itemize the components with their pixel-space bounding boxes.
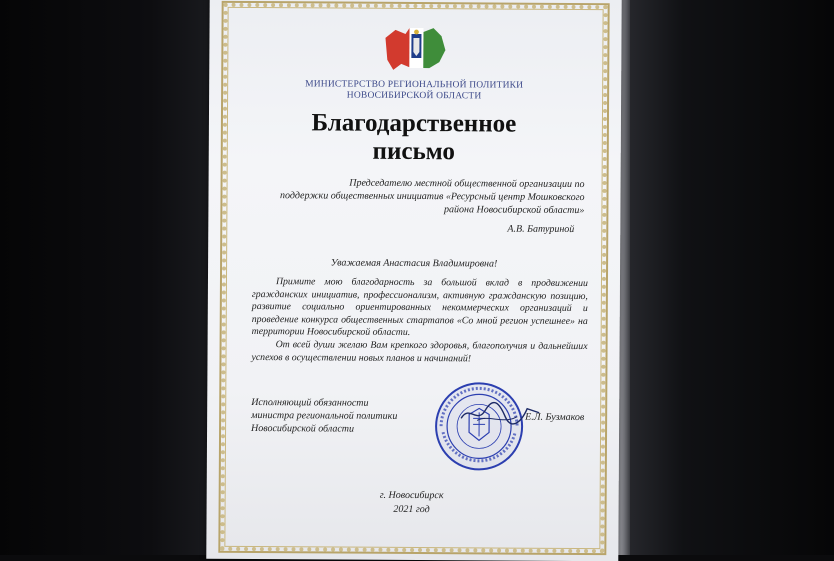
greeting: Уважаемая Анастасия Владимировна! — [330, 257, 498, 270]
addressee-name: А.В. Батуриной — [507, 223, 575, 235]
signer-name: Е.Л. Бузмаков — [525, 411, 585, 424]
paragraph-wishes: От всей души желаю Вам крепкого здоровья, благополучия и дальнейших успехов в осуществлении новых планов и начинаний! — [251, 339, 588, 364]
signer-title-line3: Новосибирской области — [251, 423, 355, 435]
letter-title-line2: письмо — [372, 137, 456, 166]
certificate-paper — [206, 0, 621, 561]
region-emblem-icon — [381, 24, 449, 72]
city: г. Новосибирск — [379, 489, 444, 502]
ministry-name-line2: НОВОСИБИРСКОЙ ОБЛАСТИ — [346, 90, 482, 102]
dark-background-left — [0, 0, 215, 555]
ministry-name-line1: МИНИСТЕРСТВО РЕГИОНАЛЬНОЙ ПОЛИТИКИ — [305, 79, 524, 91]
letter-title-line1: Благодарственное — [311, 109, 517, 138]
signer-title-line1: Исполняющий обязанности — [251, 397, 369, 409]
dark-background-right — [619, 0, 834, 555]
addressee-line1: Председателю местной общественной организации по — [349, 177, 585, 191]
year: 2021 год — [393, 503, 430, 516]
paragraph-gratitude: Примите мою благодарность за большой вклад в продвижении гражданских инициатив, профессионализм, активную гражданскую позицию, развитие социально ориентированных некоммерческих организаций и проведение конкурса общественных стартапов «Со мной регион успешнее» на территории Новосибирской области. — [251, 276, 588, 338]
signer-title-line2: министра региональной политики — [251, 410, 398, 422]
addressee-line3: района Новосибирской области» — [443, 204, 585, 217]
addressee-line2: поддержки общественных инициатив «Ресурсный центр Мошковского — [279, 190, 585, 204]
